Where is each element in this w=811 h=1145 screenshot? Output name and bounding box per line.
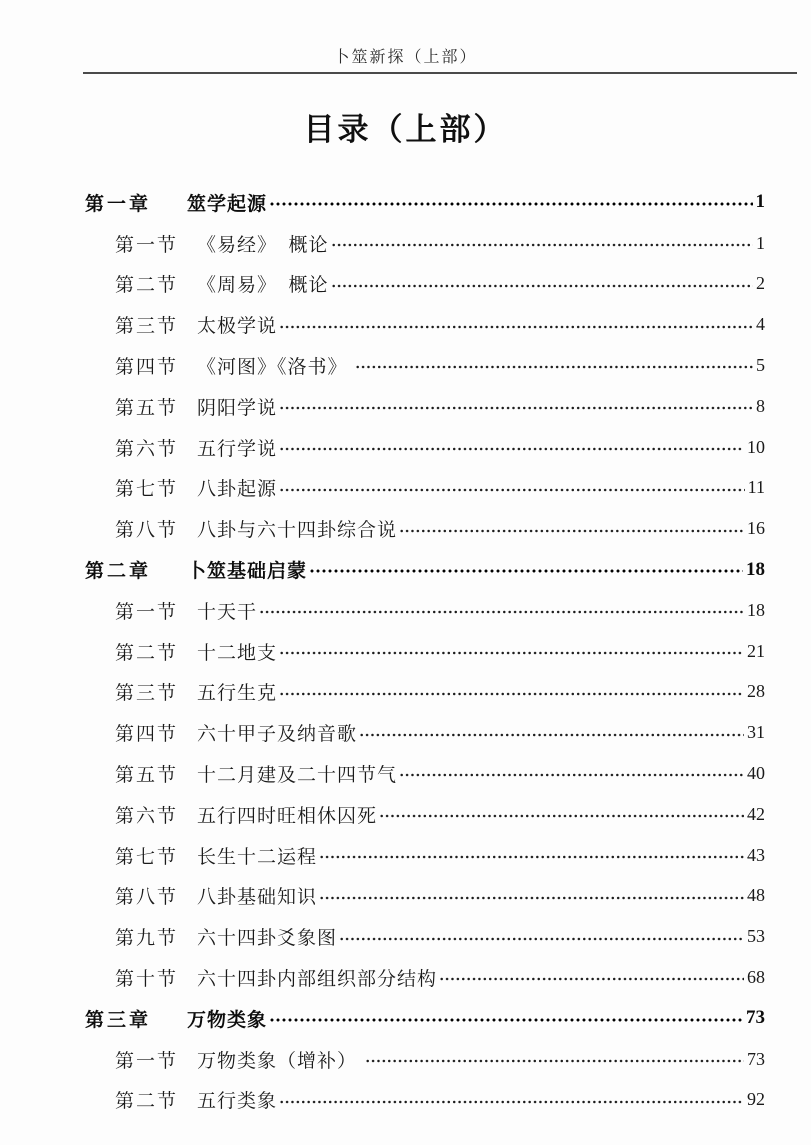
toc-row-section — [85, 427, 765, 468]
header-divider — [83, 72, 797, 74]
dot-leader — [359, 712, 744, 753]
dot-leader — [279, 672, 744, 713]
page-title: 目录（上部） — [303, 112, 508, 147]
toc-entry-title: 八卦与六十四卦综合说 — [197, 520, 398, 542]
toc-entry-page-number: 11 — [747, 477, 765, 498]
toc-row-section — [85, 916, 765, 957]
toc-entry-label: 第二章 — [85, 561, 152, 583]
toc-entry-title: 筮学起源 — [187, 193, 268, 215]
toc-entry-page-number: 53 — [747, 926, 765, 947]
toc-entry-title: 八卦基础知识 — [197, 887, 318, 909]
dot-leader — [339, 916, 744, 957]
dot-leader — [279, 468, 745, 509]
toc-row-section — [85, 345, 765, 386]
toc-row-section — [85, 304, 765, 345]
dot-leader — [309, 549, 743, 590]
dot-leader — [379, 794, 744, 835]
toc-entry-label: 第七节 — [115, 846, 179, 868]
dot-leader — [319, 835, 744, 876]
toc-entry-label: 第九节 — [115, 928, 179, 950]
toc-entry-label: 第六节 — [115, 805, 179, 827]
toc-row-section — [85, 1039, 765, 1080]
toc-entry-label: 第七节 — [115, 479, 179, 501]
toc-entry-title: 《河图》《洛书》 — [197, 357, 354, 379]
dot-leader — [439, 957, 744, 998]
toc-row-section — [85, 264, 765, 305]
toc-entry-label: 第四节 — [115, 724, 179, 746]
toc-entry-label: 第三节 — [115, 683, 179, 705]
toc-row-section — [85, 508, 765, 549]
toc-entry-page-number: 42 — [747, 803, 765, 824]
toc-entry-label: 第一章 — [85, 193, 152, 215]
toc-entry-page-number: 40 — [747, 763, 765, 784]
toc-row-section — [85, 1080, 765, 1121]
toc-entry-page-number: 18 — [747, 599, 765, 620]
toc-entry-label: 第六节 — [115, 438, 179, 460]
toc-row-section — [85, 631, 765, 672]
dot-leader — [399, 753, 744, 794]
toc-entry-label: 第十节 — [115, 969, 179, 991]
toc-entry-page-number: 68 — [747, 967, 765, 988]
dot-leader — [279, 1080, 744, 1121]
toc-entry-label: 第三章 — [85, 1009, 152, 1031]
toc-entry-page-number: 10 — [747, 436, 765, 457]
toc-entry-label: 第二节 — [115, 275, 179, 297]
dot-leader — [331, 264, 753, 305]
toc-row-section — [85, 712, 765, 753]
dot-leader — [355, 345, 753, 386]
toc-row-section — [85, 753, 765, 794]
toc-entry-title: 十二地支 — [197, 642, 278, 664]
dot-leader — [269, 182, 752, 223]
toc-entry-title: 卜筮基础启蒙 — [187, 561, 308, 583]
toc-entry-label: 第二节 — [115, 642, 179, 664]
toc-entry-title: 十二月建及二十四节气 — [197, 765, 398, 787]
dot-leader — [279, 304, 753, 345]
toc-entry-title: 五行四时旺相休囚死 — [197, 805, 378, 827]
toc-entry-label: 第五节 — [115, 765, 179, 787]
toc-entry-title: 《周易》 概论 — [197, 275, 329, 297]
dot-leader — [279, 427, 744, 468]
toc-entry-label: 第一节 — [115, 1050, 179, 1072]
toc-entry-page-number: 1 — [756, 232, 765, 253]
toc-entry-title: 六十甲子及纳音歌 — [197, 724, 358, 746]
dot-leader — [399, 508, 744, 549]
toc-entry-label: 第一节 — [115, 601, 179, 623]
toc-entry-page-number: 31 — [747, 722, 765, 743]
toc-row-section — [85, 835, 765, 876]
toc-entry-page-number: 18 — [746, 558, 765, 580]
toc-entry-page-number: 73 — [746, 1007, 765, 1029]
toc-entry-page-number: 4 — [756, 314, 765, 335]
toc-entry-title: 长生十二运程 — [197, 846, 318, 868]
toc-entry-title: 《易经》 概论 — [197, 234, 329, 256]
toc-row-chapter — [85, 549, 765, 590]
toc-entry-label: 第三节 — [115, 316, 179, 338]
dot-leader — [365, 1039, 744, 1080]
toc-entry-label: 第五节 — [115, 397, 179, 419]
toc-entry-title: 十天干 — [197, 601, 258, 623]
toc-entry-label: 第八节 — [115, 887, 179, 909]
toc-entry-title: 五行类象 — [197, 1091, 278, 1113]
toc-entry-label: 第八节 — [115, 520, 179, 542]
toc-entry-title: 五行生克 — [197, 683, 278, 705]
toc-entry-page-number: 16 — [747, 518, 765, 539]
toc-row-chapter — [85, 182, 765, 223]
toc-entry-label: 第一节 — [115, 234, 179, 256]
toc-list — [85, 182, 765, 1120]
toc-entry-label: 第四节 — [115, 357, 179, 379]
toc-entry-title: 六十四卦爻象图 — [197, 928, 338, 950]
toc-entry-page-number: 1 — [755, 191, 765, 213]
toc-entry-title: 八卦起源 — [197, 479, 278, 501]
toc-entry-title: 万物类象（增补） — [197, 1050, 363, 1072]
toc-entry-page-number: 92 — [747, 1089, 765, 1110]
toc-row-section — [85, 794, 765, 835]
toc-entry-page-number: 28 — [747, 681, 765, 702]
toc-row-section — [85, 223, 765, 264]
toc-entry-page-number: 43 — [747, 844, 765, 865]
toc-row-section — [85, 468, 765, 509]
toc-entry-title: 阴阳学说 — [197, 397, 278, 419]
toc-row-section — [85, 876, 765, 917]
dot-leader — [269, 998, 743, 1039]
toc-entry-page-number: 48 — [747, 885, 765, 906]
dot-leader — [259, 590, 744, 631]
toc-entry-title: 万物类象 — [187, 1009, 268, 1031]
toc-row-section — [85, 386, 765, 427]
toc-entry-page-number: 21 — [747, 640, 765, 661]
toc-entry-page-number: 8 — [756, 395, 765, 416]
dot-leader — [319, 876, 744, 917]
dot-leader — [279, 631, 744, 672]
toc-entry-page-number: 2 — [756, 273, 765, 294]
toc-entry-title: 太极学说 — [197, 316, 278, 338]
toc-entry-page-number: 5 — [756, 355, 765, 376]
toc-entry-page-number: 73 — [747, 1048, 765, 1069]
running-header: 卜筮新探（上部） — [333, 49, 478, 66]
dot-leader — [279, 386, 753, 427]
toc-row-section — [85, 957, 765, 998]
toc-row-section — [85, 590, 765, 631]
dot-leader — [331, 223, 753, 264]
toc-row-chapter — [85, 998, 765, 1039]
toc-entry-title: 六十四卦内部组织部分结构 — [197, 969, 438, 991]
toc-entry-title: 五行学说 — [197, 438, 278, 460]
toc-row-section — [85, 672, 765, 713]
toc-entry-label: 第二节 — [115, 1091, 179, 1113]
